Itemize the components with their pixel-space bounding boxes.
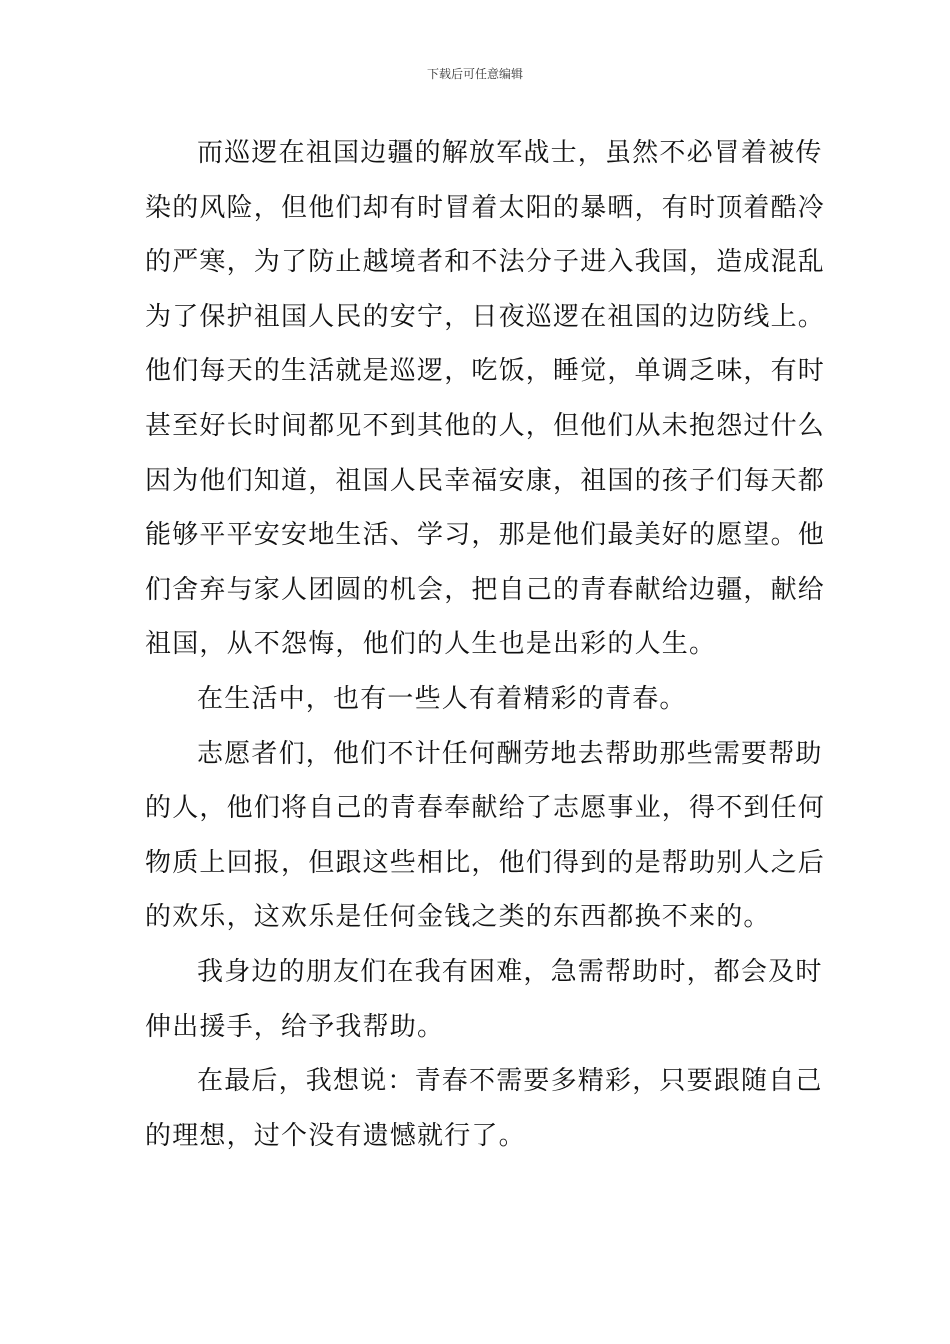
- paragraph: [145, 727, 826, 945]
- text-line: 在最后，我想说：青春不需要多精彩，只要跟随自己: [197, 1066, 823, 1097]
- paragraph: [145, 1054, 823, 1163]
- text-line: 为了保护祖国人民的安宁，日夜巡逻在祖国的边防线上。: [145, 301, 826, 332]
- text-line: 因为他们知道，祖国人民幸福安康，祖国的孩子们每天都: [145, 465, 826, 496]
- body-text: [145, 126, 826, 1163]
- text-line: 能够平平安安地生活、学习，那是他们最美好的愿望。他: [145, 520, 826, 551]
- paragraph: [145, 945, 823, 1054]
- text-line: 的理想，过个没有遗憾就行了。: [145, 1120, 526, 1151]
- text-line: 染的风险，但他们却有时冒着太阳的暴晒，有时顶着酷冷: [145, 192, 826, 223]
- text-line: 祖国，从不怨悔，他们的人生也是出彩的人生。: [145, 629, 717, 660]
- text-line: 他们每天的生活就是巡逻，吃饭，睡觉，单调乏味，有时: [145, 356, 826, 387]
- text-line: 伸出援手，给予我帮助。: [145, 1011, 445, 1042]
- text-line: 甚至好长时间都见不到其他的人，但他们从未抱怨过什么: [145, 410, 826, 441]
- text-line: 志愿者们，他们不计任何酬劳地去帮助那些需要帮助: [197, 738, 823, 769]
- paragraph: [145, 672, 809, 727]
- text-line: 我身边的朋友们在我有困难，急需帮助时，都会及时: [197, 956, 823, 987]
- text-line: 的严寒，为了防止越境者和不法分子进入我国，造成混乱: [145, 247, 826, 278]
- page-header: 下载后可任意编辑: [426, 67, 523, 81]
- paragraph: [145, 126, 826, 672]
- text-line: 物质上回报，但跟这些相比，他们得到的是帮助别人之后: [145, 847, 826, 878]
- text-line: 的人，他们将自己的青春奉献给了志愿事业，得不到任何: [145, 793, 826, 824]
- text-line: 的欢乐，这欢乐是任何金钱之类的东西都换不来的。: [145, 902, 771, 933]
- text-line: 们舍弃与家人团圆的机会，把自己的青春献给边疆，献给: [145, 574, 826, 605]
- text-line: 而巡逻在祖国边疆的解放军战士，虽然不必冒着被传: [197, 138, 823, 168]
- text-line: 在生活中，也有一些人有着精彩的青春。: [197, 683, 687, 714]
